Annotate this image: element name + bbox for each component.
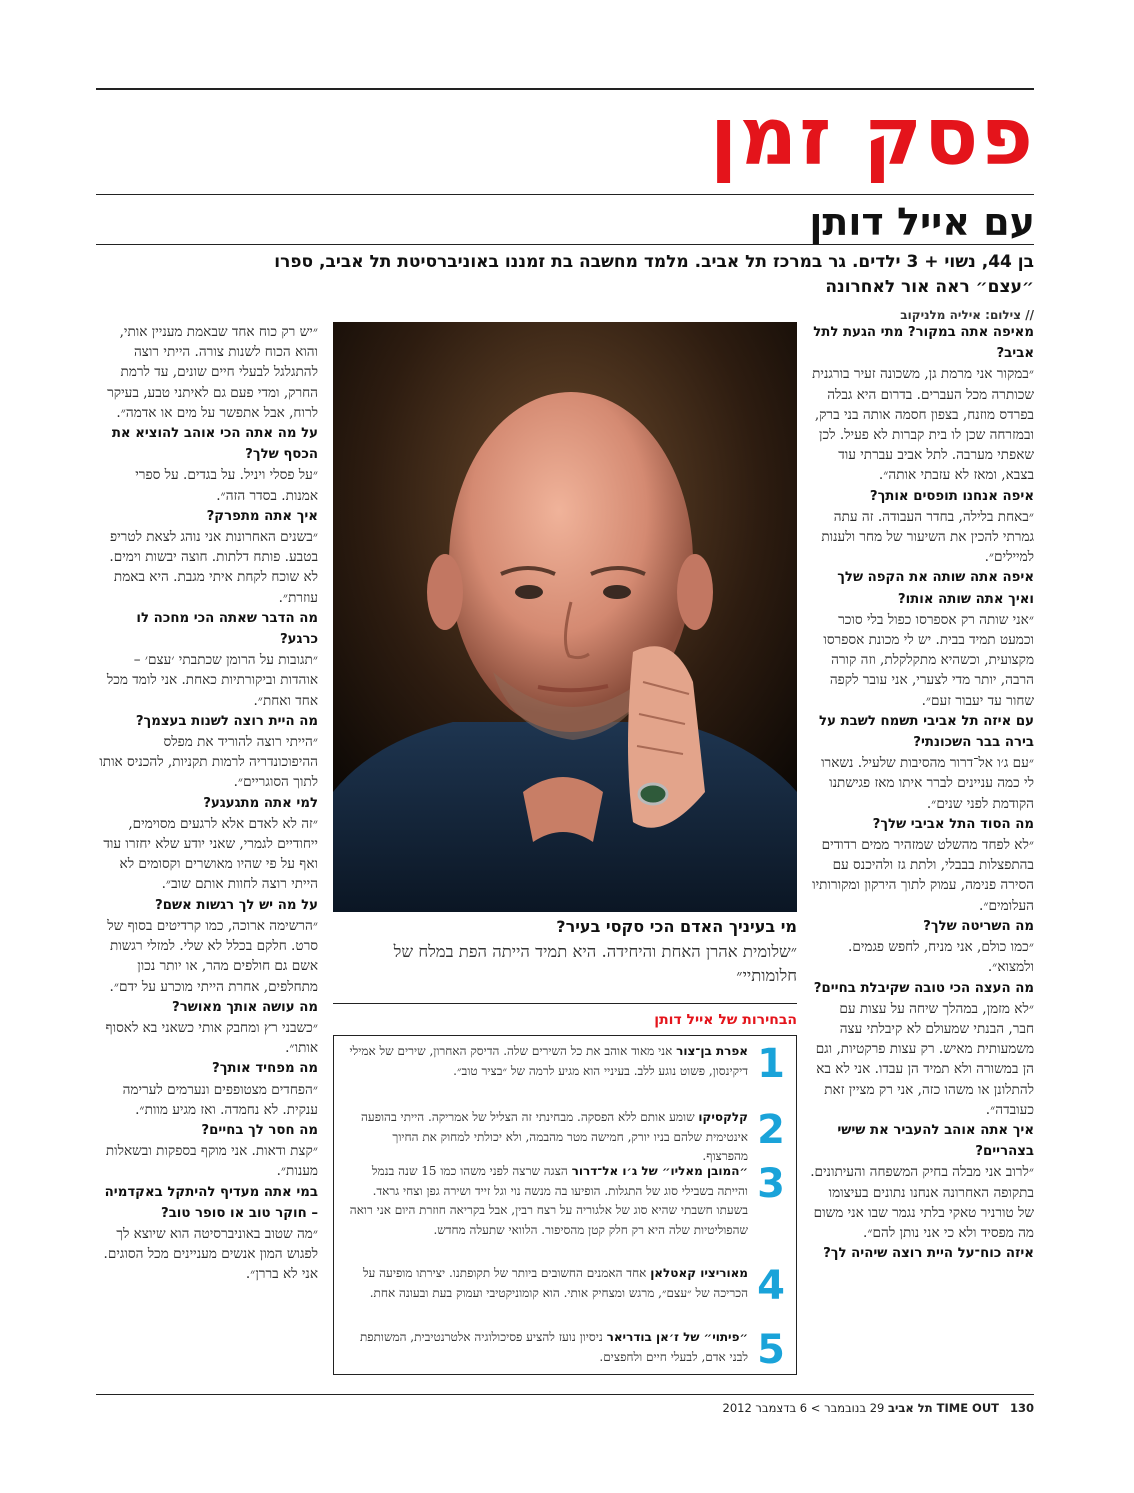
- caption-rule: [333, 1003, 797, 1004]
- footer-dates: 29 בנובמבר > 6 בדצמבר 2012: [722, 1401, 885, 1415]
- question: איזה כוח־על היית רוצה שיהיה לך?: [823, 1246, 1034, 1262]
- answer: ״קצת ודאות. אני מוקף בספקות ובשאלות מענות״.: [105, 1143, 318, 1180]
- qa-item: [96, 1120, 318, 1182]
- footer-rule: [96, 1394, 1034, 1395]
- question: במי אתה מעדיף להיתקל באקדמיה – חוקר טוב או סופר טוב?: [104, 1184, 318, 1221]
- qa-item: [96, 506, 318, 608]
- choice-name: מאוריציו קאטלאן: [650, 1266, 748, 1280]
- choice-text: [348, 1108, 748, 1167]
- interviewee-name: עם אייל דותן: [809, 200, 1035, 244]
- question: איפה אנחנו תופסים אותך?: [869, 488, 1034, 504]
- choice-number: 3: [757, 1161, 785, 1207]
- choice-item: [348, 1162, 788, 1240]
- portrait-illustration: [333, 322, 797, 912]
- qa-item: [96, 423, 318, 506]
- choice-description: אחד האמנים החשובים ביותר של תקופתנו. יצירתו מופיעה על הכריכה של ״עצם״, מרגש ומצחיק אותי. הוא קומוניקטיבי ועמוק בעת ובעונה אחת.: [362, 1266, 748, 1300]
- choice-text: [348, 1162, 748, 1240]
- choice-number: 1: [757, 1041, 785, 1087]
- question: איך אתה מתפרק?: [206, 508, 318, 524]
- choice-name: ״פיתוי״ של ז׳אן בודריאר: [606, 1330, 748, 1344]
- qa-item: [96, 608, 318, 711]
- bio-line-1: בן 44, נשוי + 3 ילדים. גר במרכז תל אביב. מלמד מחשבה בת זמננו באוניברסיטת תל אביב, ספרו: [274, 252, 1034, 272]
- question: מה הסוד התל אביבי שלך?: [872, 816, 1034, 832]
- question: עם איזה תל אביבי תשמח לשבת על בירה בבר השכונתי?: [819, 713, 1034, 751]
- qa-item: [96, 711, 318, 793]
- question: מה הדבר שאתה הכי מחכה לו כרגע?: [136, 610, 318, 648]
- question: מה עושה אותך מאושר?: [172, 999, 318, 1015]
- choice-description: ניסיון נועז להציע פסיכולוגיה אלטרנטיבית, המשותפת לבני אדם, לבעלי חיים ולחפצים.: [359, 1330, 748, 1364]
- choice-name: קלקסיקו: [698, 1110, 748, 1124]
- answer: ״לא לפחד מהשלט שמזהיר ממים רדודים בהתפצלות בבבלי, ולתת גז ולהיכנס עם הסירה פנימה, עמוק לתוך הירקון ומקורותיו העלומים״.: [812, 837, 1034, 914]
- choice-text: [348, 1328, 748, 1367]
- answer: ״אני שותה רק אספרסו כפול בלי סוכר וכמעט תמיד בבית. יש לי מכונת אספרסו מקצועית, וכשהיא מתקלקלת, וזה קורה הרבה, יותר מדי לצערי, אני עובר לקפה שחור עד יעבור זעם״.: [823, 611, 1034, 709]
- question: מאיפה אתה במקור? מתי הגעת לתל אביב?: [813, 325, 1034, 362]
- choice-item: [348, 1263, 788, 1309]
- answer: ״כשבני רץ ומחבק אותי כשאני בא לאסוף אותו״.: [105, 1019, 318, 1057]
- photo-credit: // צילום: איליה מלניקוב: [900, 308, 1034, 322]
- choices-heading: הבחירות של אייל דותן: [654, 1012, 797, 1028]
- question: מה השריטה שלך?: [923, 918, 1034, 934]
- question: מה העצה הכי טובה שקיבלת בחיים?: [813, 980, 1034, 996]
- question: למי אתה מתגעגע?: [203, 795, 318, 811]
- choice-item: [348, 1327, 788, 1373]
- footer-brand: TIME OUT תל אביב: [888, 1401, 1000, 1415]
- answer: ״יש רק כוח אחד שבאמת מעניין אותי, והוא הכוח לשנות צורה. הייתי רוצה להתגלגל לבעלי חיים שונים, עד לרמת החרק, ומדי פעם גם לאיתני טבע, בעיקר לרוח, אבל אתפשר על מים או אדמה״.: [107, 324, 318, 421]
- question: איך אתה אוהב להעביר את שישי בצהריים?: [837, 1122, 1034, 1160]
- title-rule: [96, 194, 1034, 195]
- footer: [96, 1398, 1034, 1418]
- question: מה היית רוצה לשנות בעצמך?: [135, 713, 318, 729]
- choice-name: ״המובן מאליו״ של ג׳ו אל־דרור: [571, 1164, 748, 1178]
- qa-item: [810, 814, 1034, 916]
- answer: ״הרשימה ארוכה, כמו קרדיטים בסוף של סרט. חלקם בכלל לא שלי. למזלי רגשות אשם גם חולפים מהר, או יותר נכון מתחלפים, אחרת הייתי מוכרע על ידם״.: [107, 917, 318, 995]
- choices-box: [333, 1035, 797, 1375]
- page-title: פסק זמן: [709, 90, 1035, 183]
- caption-question: מי בעיניך האדם הכי סקסי בעיר?: [556, 917, 797, 936]
- qa-item: [96, 793, 318, 895]
- qa-item: [810, 1120, 1034, 1243]
- qa-item: [96, 997, 318, 1059]
- choice-description: הצגה שרצה לפני משהו כמו 15 שנה בנמל והייתה בשבילי סוג של התגלות. הופיעו בה מנשה נוי וגל זייד ושירה גפן וצחי גראד. בשעתו חשבתי שהיא סוג של אלגוריה על רצח רבין, אבל בקריאה חוזרת היום אני רואה שהפוליטיות שלה היא רק חלק קטן מהסיפור. הלוואי שתעלה מחדש.: [349, 1164, 748, 1237]
- qa-column-left: [96, 322, 318, 1392]
- question: מה חסר לך בחיים?: [201, 1122, 318, 1138]
- qa-item: [810, 322, 1034, 486]
- answer: ״זה לא לאדם אלא לרגעים מסוימים, ייחודיים לגמרי, שאני יודע שלא יחזרו עוד ואף על פי שהיו מאושרים וקסומים לא הייתי רוצה לחוות אותם שוב״.: [103, 815, 318, 893]
- qa-item: [96, 895, 318, 997]
- answer: ״על פסלי ויניל. על בגדים. על ספרי אמנות. בסדר הזה״.: [135, 467, 318, 504]
- question: איפה אתה שותה את הקפה שלך ואיך אתה שותה אותו?: [837, 570, 1034, 607]
- qa-item: [810, 486, 1034, 568]
- caption-answer: ״שלומית אהרן האחת והיחידה. היא תמיד הייתה הפת במלח של חלומותיי״: [393, 942, 797, 985]
- bio-line-2: ״עצם״ ראה אור לאחרונה: [825, 277, 1034, 297]
- question: על מה יש לך רגשות אשם?: [155, 897, 318, 913]
- qa-column-right: [810, 322, 1034, 1392]
- answer: ״במקור אני מרמת גן, משכונה זעיר בורגנית שכותרה מכל העברים. בדרום היא גבלה בפרדס מוזנח, בצפון חסמה אותה בני ברק, ובמזרחה שכן לו בית קברות לא פעיל. לכן שאפתי מערבה. לתל אביב עברתי עוד בצבא, ומאז לא עזבתי אותה״.: [812, 366, 1034, 484]
- answer: ״לרוב אני מבלה בחיק המשפחה והעיתונים. בתקופה האחרונה אנחנו נתונים בעיצומו של טורניר טאקי בלתי נגמר שבו אני משום מה מפסיד ולא כי אני נותן להם״.: [810, 1164, 1034, 1241]
- choice-item: [348, 1108, 788, 1167]
- choice-number: 4: [757, 1263, 785, 1309]
- answer: ״מה שטוב באוניברסיטה הוא שיוצא לך לפגוש המון אנשים מעניינים מכל הסוגים. אני לא בררן״.: [103, 1225, 318, 1283]
- choice-text: [348, 1042, 748, 1081]
- answer: ״הייתי רוצה להוריד את מפלס ההיפוכונדריה לרמות תקניות, להכניס אותו לתוך הסוגריים״.: [99, 734, 318, 791]
- question: על מה אתה הכי אוהב להוציא את הכסף שלך?: [111, 426, 318, 463]
- qa-item: [810, 978, 1034, 1120]
- qa-item: [810, 711, 1034, 814]
- answer: ״לא מזמן, במהלך שיחה על עצות עם חבר, הבנתי שמעולם לא קיבלתי עצה משמעותית מאיש. רק עצות פרקטיות, וגם הן במשורה ולא תמיד הן עבדו. אני לא בא להתלונן או משהו כזה, אני רק מציין זאת כעובדה״.: [815, 1000, 1034, 1118]
- qa-item: [96, 322, 318, 423]
- choice-number: 5: [757, 1327, 785, 1373]
- choice-name: אפרת בן־צור: [676, 1044, 748, 1058]
- answer: ״באחת בלילה, בחדר העבודה. זה עתה גמרתי להכין את השיעור של מחר ולענות למיילים״.: [821, 508, 1034, 566]
- answer: ״כמו כולם, אני מניח, לחפש פגמים. ולמצוא״.: [848, 939, 1034, 976]
- qa-item: [810, 916, 1034, 978]
- qa-item: [810, 1243, 1034, 1264]
- choice-description: שומע אותם ללא הפסקה. מבחינתי זה הצליל של אמריקה. הייתי בהופעה אינטימית שלהם בניו יורק, חמישה מטר מהבמה, ולא יכולתי למחוק את החיוך מהפרצוף.: [361, 1110, 748, 1163]
- answer: ״עם ג׳ו אל־דרור מהסיבות שלעיל. נשארו לי כמה עניינים לברר איתו מאז פגישתנו הקודמת לפני שנים״.: [821, 755, 1034, 812]
- subtitle-rule: [96, 244, 1034, 245]
- qa-item: [810, 567, 1034, 710]
- choice-number: 2: [757, 1107, 785, 1153]
- answer: ״הפחדים מצטופפים ונערמים לערימה ענקית. לא נחמדה. ואז מגיע מוות״.: [122, 1081, 318, 1118]
- qa-item: [96, 1182, 318, 1285]
- answer: ״תגובות על הרומן שכתבתי ׳עצם׳ – אוהדות וביקורתיות כאחת. אני לומד מכל אחד ואחת״.: [106, 652, 318, 709]
- page-number: 130: [1009, 1401, 1034, 1415]
- qa-item: [96, 1058, 318, 1120]
- choice-description: אני מאוד אוהב את כל השירים שלה. הדיסק האחרון, שירים של אמילי דיקינסון, פשוט נוגע ללב. בעיניי הוא מגיע לרמה של ״בציר טוב״.: [349, 1044, 748, 1078]
- question: מה מפחיד אותך?: [212, 1061, 318, 1077]
- portrait-photo: [333, 322, 797, 912]
- bio: [96, 250, 1034, 298]
- choice-item: [348, 1041, 788, 1087]
- answer: ״בשנים האחרונות אני נוהג לצאת לטריפ בטבע. פותח דלתות. חוצה יבשות וימים. לא שוכח לקחת איתי מגבת. היא באמת עוזרת״.: [109, 529, 318, 606]
- choice-text: [348, 1264, 748, 1303]
